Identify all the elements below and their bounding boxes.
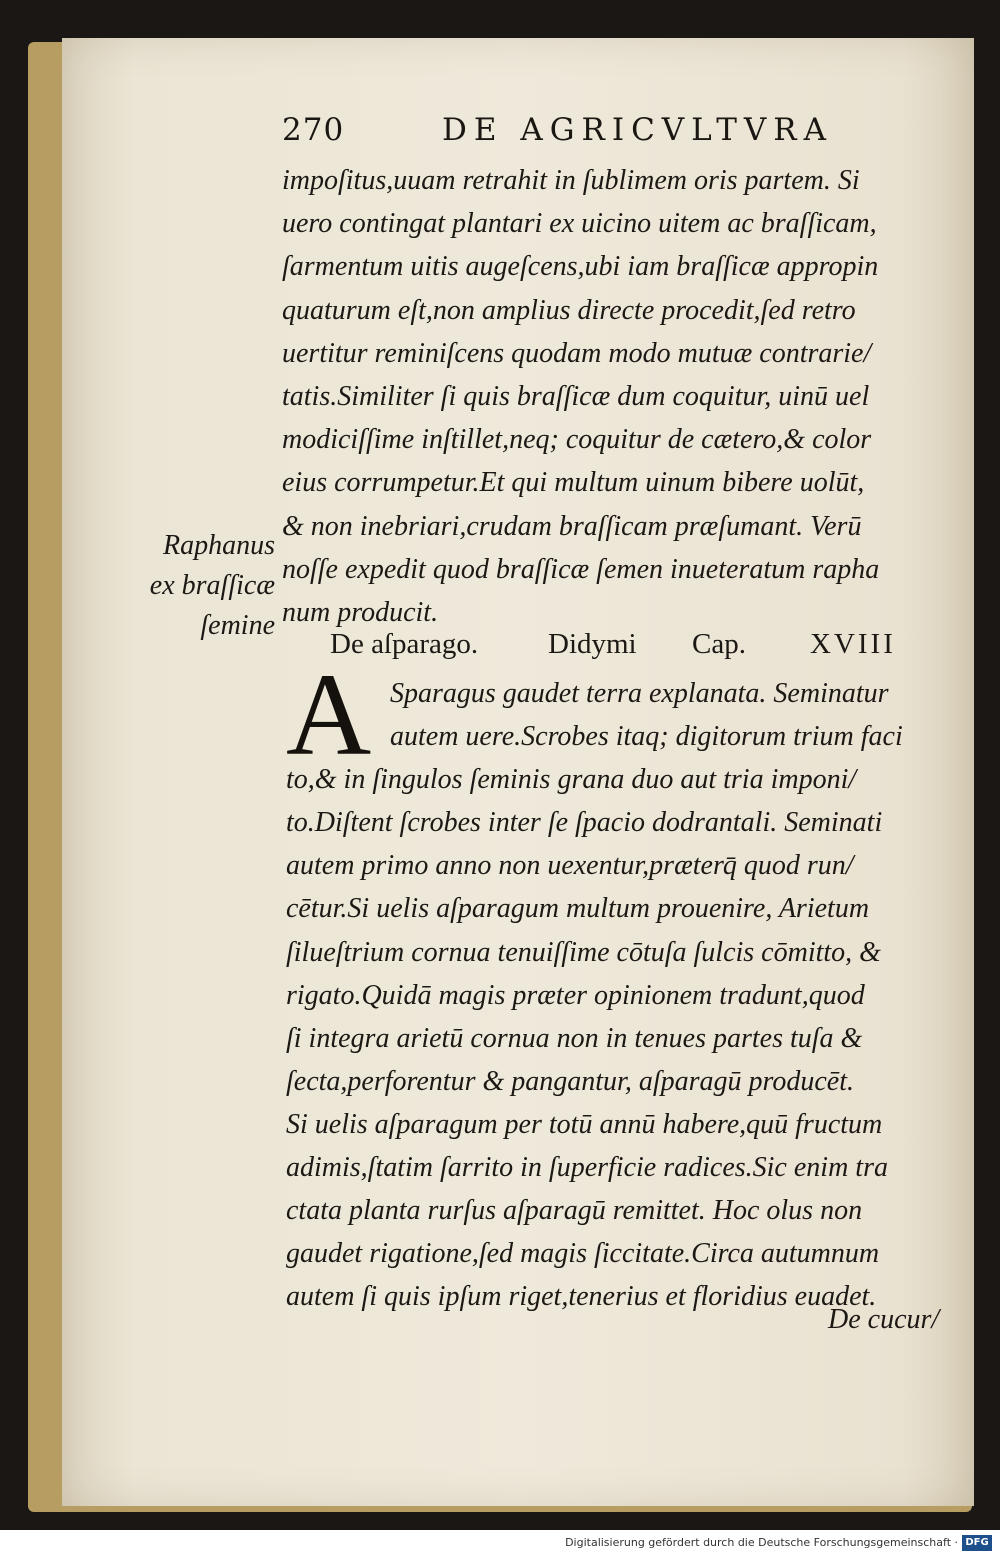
text-line: noſſe expedit quod braſſicæ ſemen inueteratum rapha	[282, 553, 880, 585]
text-line: uertitur reminiſcens quodam modo mutuæ contrarie/	[282, 337, 872, 369]
text-line: eius corrumpetur.Et qui multum uinum bibere uolūt,	[282, 467, 865, 499]
text-line: uero contingat plantari ex uicino uitem ac braſſicam,	[282, 208, 877, 240]
marginal-line: ſemine	[200, 610, 275, 641]
text-line: autem ſi quis ipſum riget,tenerius et floridius euadet.	[286, 1281, 877, 1313]
running-title: DE AGRICVLTVRA	[442, 112, 834, 148]
text-line: tatis.Similiter ſi quis braſſicæ dum coquitur, uinū uel	[282, 380, 870, 412]
text-line: autem uere.Scrobes itaq; digitorum trium faci	[390, 721, 903, 753]
text-line: ſecta,perforentur & pangantur, aſparagū producēt.	[286, 1065, 854, 1097]
text-line: num producit.	[282, 596, 439, 628]
chapter-text	[286, 672, 976, 1318]
marginal-note	[125, 526, 275, 646]
page-header	[282, 112, 862, 156]
text-line: Si uelis aſparagum per totū annū habere,quū fructum	[286, 1108, 883, 1140]
text-line: ctata planta rurſus aſparagū remittet. Hoc olus non	[286, 1195, 863, 1227]
text-line: ſi integra arietū cornua non in tenues partes tuſa &	[286, 1022, 863, 1054]
dfg-logo-icon: DFG	[962, 1535, 992, 1551]
text-line: ſarmentum uitis augeſcens,ubi iam braſſicæ appropin	[282, 251, 879, 283]
chapter-cap: Cap.	[692, 628, 746, 660]
text-line: cētur.Si uelis aſparagum multum prouenire, Arietum	[286, 893, 870, 925]
text-line: & non inebriari,crudam braſſicam præſumant. Verū	[282, 510, 862, 542]
marginal-line: Raphanus	[163, 530, 275, 561]
chapter-heading	[330, 628, 930, 672]
text-line: autem primo anno non uexentur,præterq̄ quod run/	[286, 850, 854, 882]
marginal-line: ex braſſicæ	[149, 570, 275, 601]
text-line: to,& in ſingulos ſeminis grana duo aut tria imponi/	[286, 764, 857, 796]
text-line: quaturum eſt,non amplius directe procedit,ſed retro	[282, 294, 856, 326]
body-text	[282, 159, 972, 634]
footer-bar	[0, 1530, 1000, 1558]
text-line: gaudet rigatione,ſed magis ſiccitate.Circa autumnum	[286, 1238, 880, 1270]
catchword: De cucur/	[828, 1304, 940, 1335]
funding-credit: Digitalisierung gefördert durch die Deutsche Forschungsgemeinschaft ·	[565, 1536, 958, 1549]
text-line: to.Diſtent ſcrobes inter ſe ſpacio dodrantali. Seminati	[286, 807, 883, 839]
text-line: impoſitus,uuam retrahit in ſublimem oris partem. Si	[282, 165, 860, 196]
drop-cap: A	[286, 649, 372, 780]
text-line: modiciſſime inſtillet,neq; coquitur de cætero,& color	[282, 424, 872, 456]
text-line: adimis,ſtatim ſarrito in ſuperficie radices.Sic enim tra	[286, 1152, 888, 1184]
text-line: Sparagus gaudet terra explanata. Seminatur	[390, 678, 889, 709]
chapter-title: De aſparago.	[330, 628, 479, 660]
page-number: 270	[282, 112, 345, 148]
chapter-number: XVIII	[810, 628, 896, 660]
text-line: ſilueſtrium cornua tenuiſſime cōtuſa ſulcis cōmitto, &	[286, 936, 881, 968]
text-line: rigato.Quidā magis præter opinionem tradunt,quod	[286, 979, 865, 1011]
chapter-author: Didymi	[548, 628, 637, 660]
